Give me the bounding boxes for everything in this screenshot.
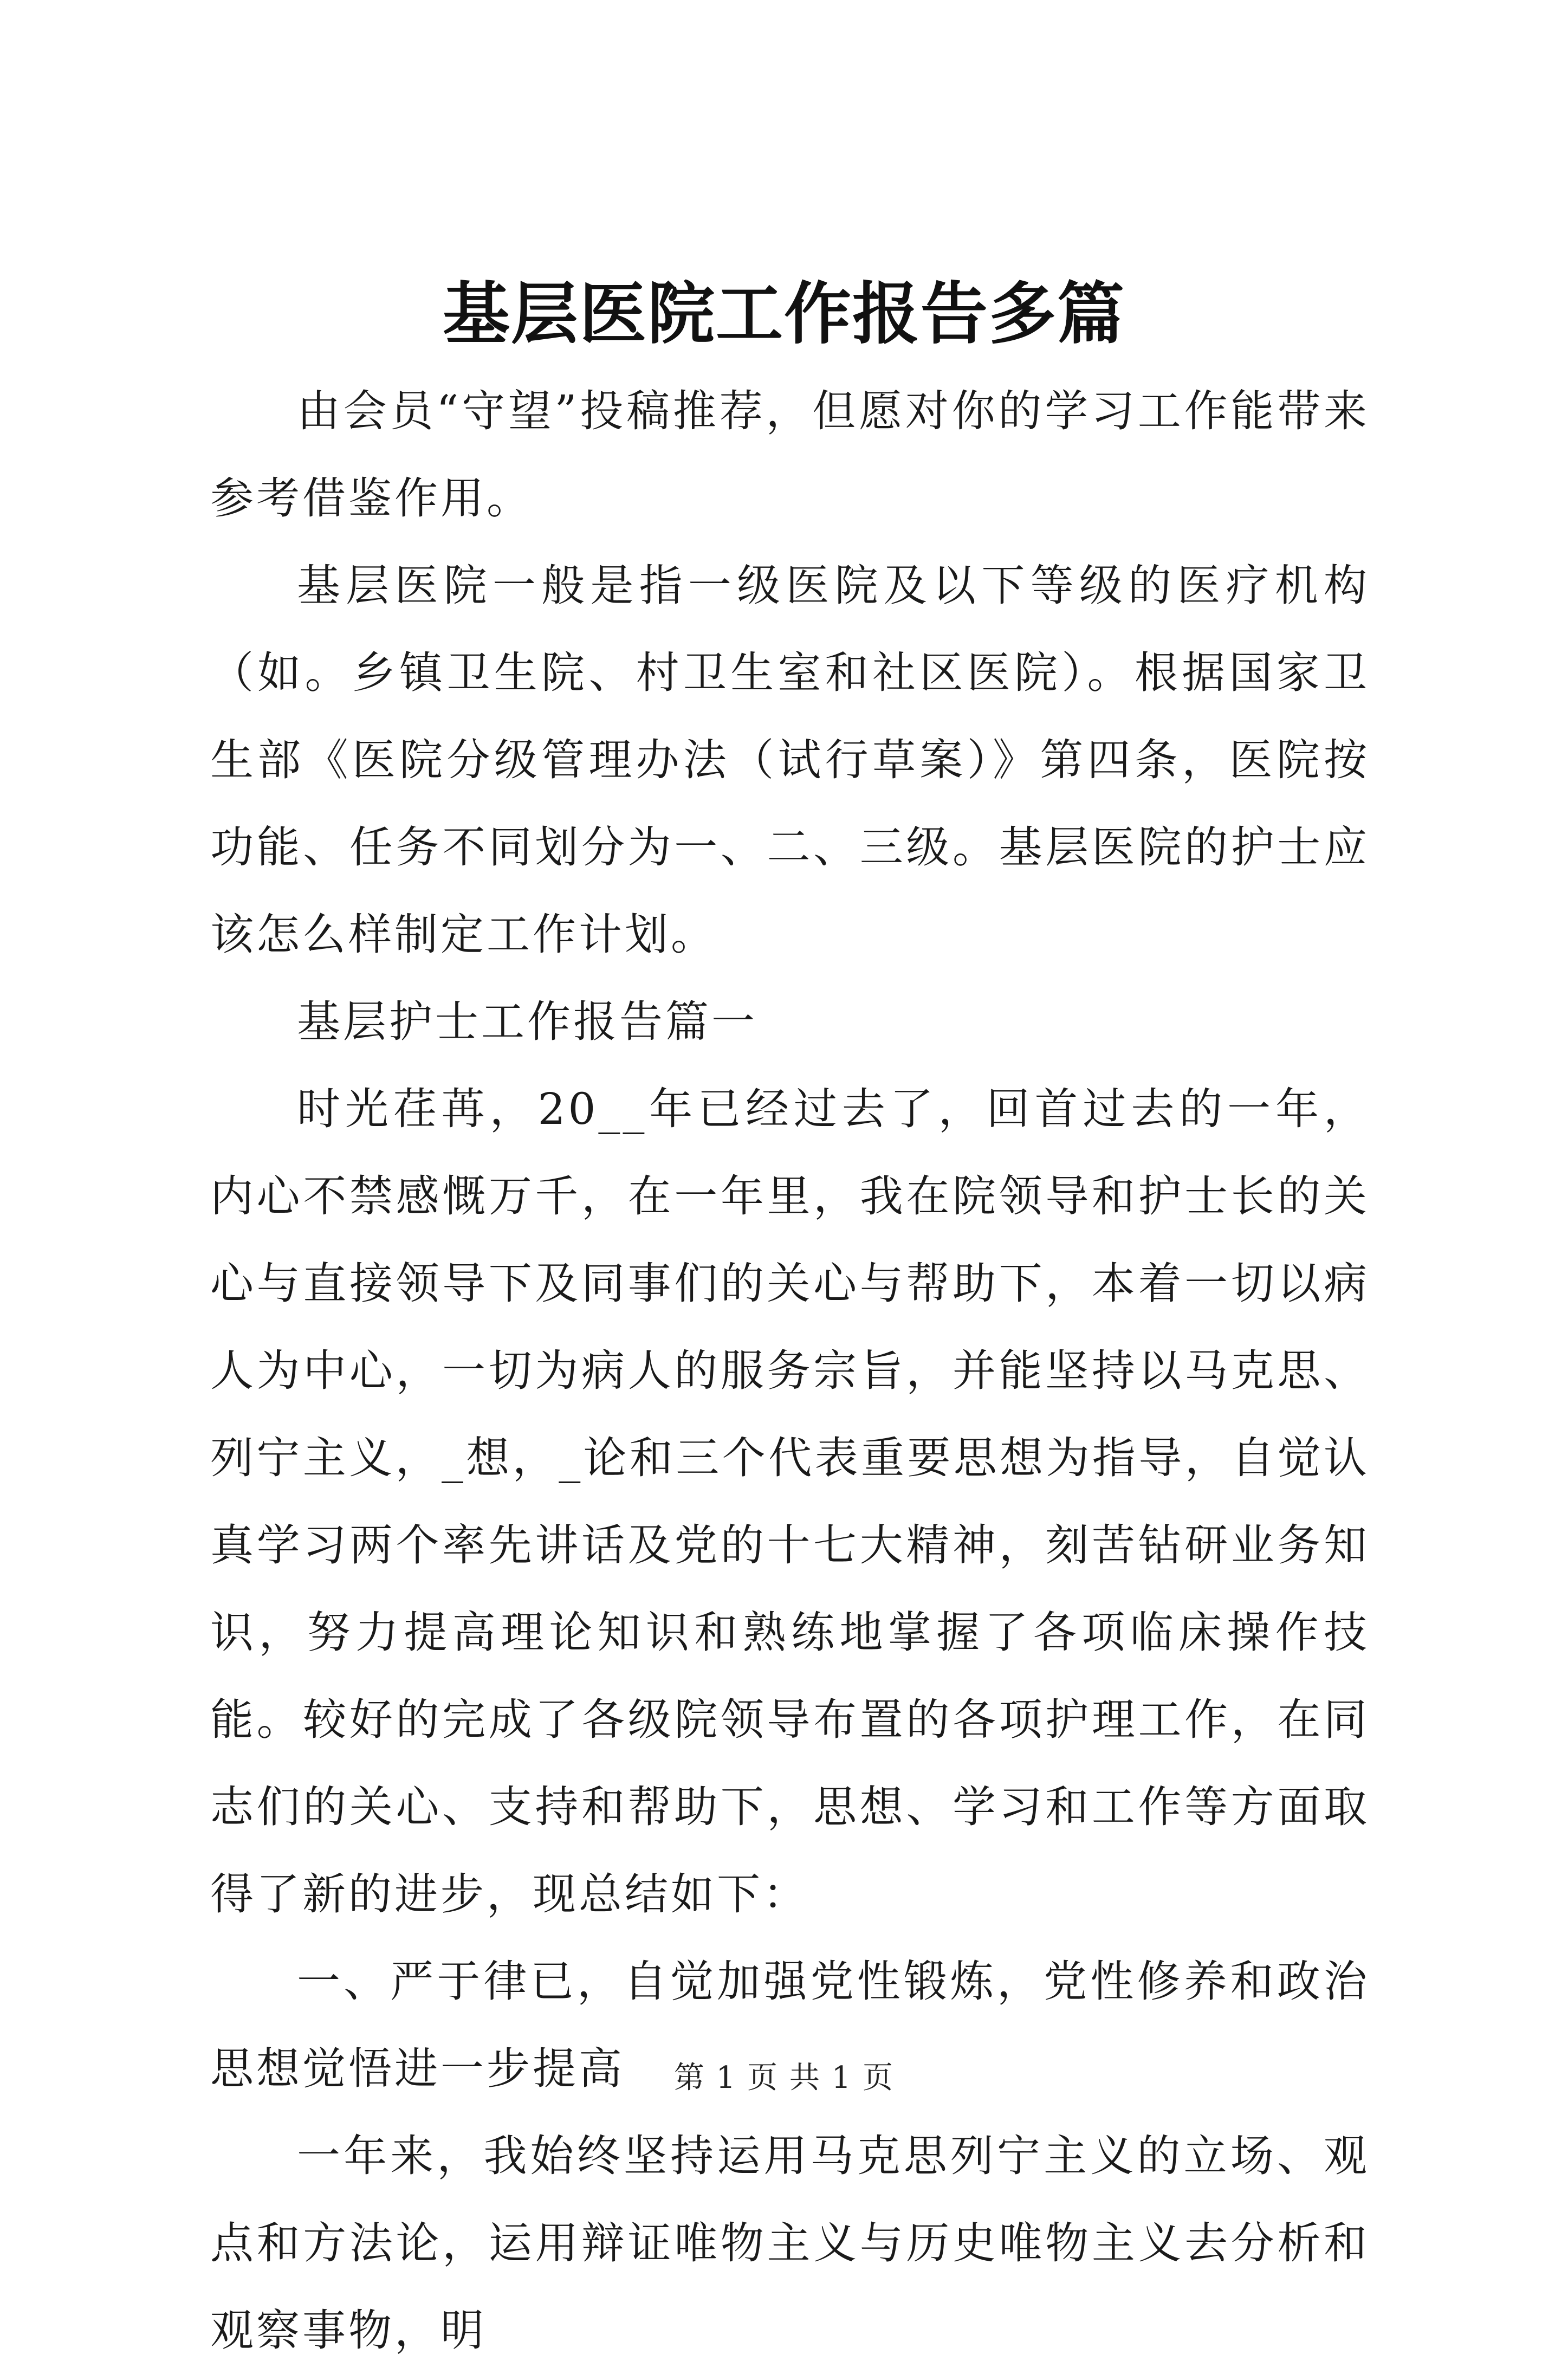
paragraph-methodology: 一年来，我始终坚持运用马克思列宁主义的立场、观点和方法论，运用辩证唯物主义与历史唯物主义去分析和观察事物，明 bbox=[210, 2131, 1370, 2356]
section-heading-part-one: 基层护士工作报告篇一 bbox=[297, 997, 757, 1047]
paragraph-intro: 由会员“守望”投稿推荐，但愿对你的学习工作能带来参考借鉴作用。 bbox=[210, 386, 1370, 523]
page-number-footer: 第 1 页 共 1 页 bbox=[673, 2060, 895, 2095]
paragraph-review: 时光荏苒，20__年已经过去了，回首过去的一年，内心不禁感慨万千，在一年里，我在院领导和护士长的关心与直接领导下及同事们的关心与帮助下，本着一切以病人为中心，一切为病人的服务宗旨，并能坚持以马克思、列宁主义，_想，_论和三个代表重要思想为指导，自觉认真学习两个率先讲话及党的十七大精神，刻苦钻研业务知识，努力提高理论知识和熟练地掌握了各项临床操作技能。较好的完成了各级院领导布置的各项护理工作，在同志们的关心、支持和帮助下，思想、学习和工作等方面取得了新的进步，现总结如下： bbox=[210, 1084, 1370, 1919]
paragraph-definition: 基层医院一般是指一级医院及以下等级的医疗机构（如。乡镇卫生院、村卫生室和社区医院）。根据国家卫生部《医院分级管理办法（试行草案）》第四条，医院按功能、任务不同划分为一、二、三级。基层医院的护士应该怎么样制定工作计划。 bbox=[210, 560, 1370, 960]
document-title: 基层医院工作报告多篇 bbox=[442, 275, 1125, 353]
section-heading-discipline: 一、严于律已，自觉加强党性锻炼，党性修养和政治思想觉悟进一步提高 bbox=[210, 1956, 1370, 2094]
